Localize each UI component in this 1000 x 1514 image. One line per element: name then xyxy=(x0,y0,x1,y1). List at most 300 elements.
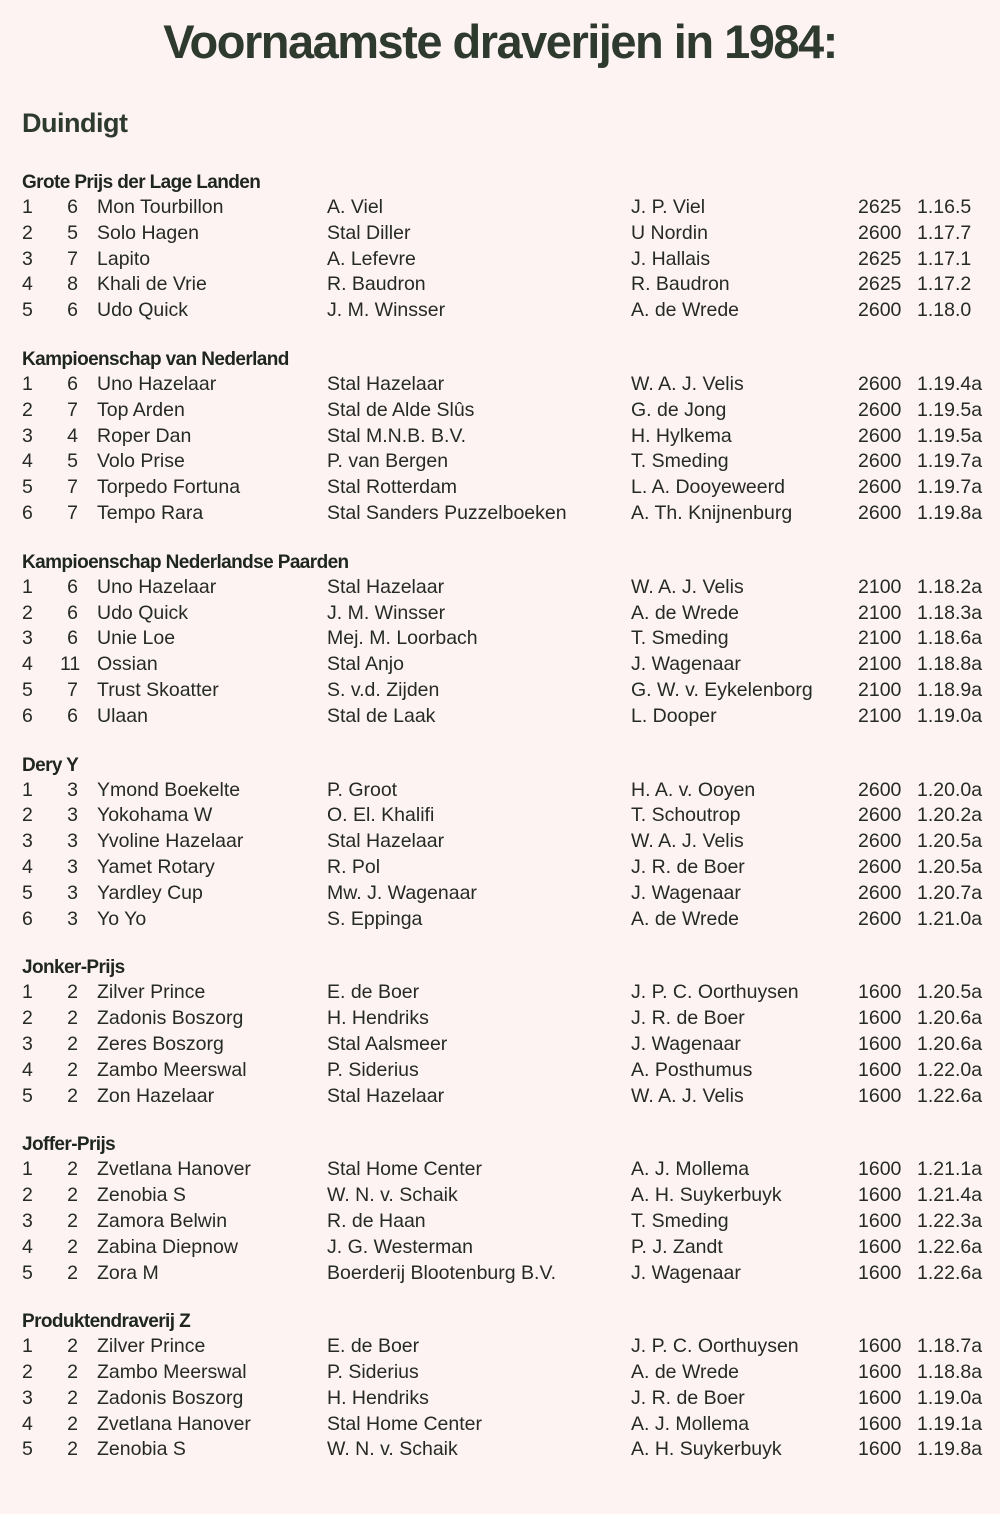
horse-name-cell: Top Arden xyxy=(97,398,185,421)
horse-name-cell: Yvoline Hazelaar xyxy=(97,830,244,853)
horse-name-cell: Zilver Prince xyxy=(97,981,206,1004)
driver-cell: T. Smeding xyxy=(631,1209,729,1232)
time-cell: 1.22.6a xyxy=(917,1261,983,1284)
distance-cell: 2100 xyxy=(858,653,902,676)
result-row xyxy=(0,424,1000,450)
driver-cell: W. A. J. Velis xyxy=(631,830,744,853)
result-row xyxy=(0,1360,1000,1386)
start-number-cell: 2 xyxy=(67,1184,78,1207)
position-cell: 1 xyxy=(22,778,33,801)
result-row xyxy=(0,501,1000,527)
position-cell: 4 xyxy=(22,855,33,878)
venue-heading: Duindigt xyxy=(22,108,128,138)
start-number-cell: 7 xyxy=(67,501,78,524)
driver-cell: J. P. C. Oorthuysen xyxy=(631,981,799,1004)
race-section xyxy=(0,551,1000,730)
start-number-cell: 2 xyxy=(67,1386,78,1409)
driver-cell: W. A. J. Velis xyxy=(631,1084,744,1107)
race-section xyxy=(0,956,1000,1109)
driver-cell: H. A. v. Ooyen xyxy=(631,778,756,801)
result-row xyxy=(0,829,1000,855)
result-row xyxy=(0,1261,1000,1287)
owner-cell: S. Eppinga xyxy=(327,907,423,930)
start-number-cell: 2 xyxy=(67,1158,78,1181)
start-number-cell: 2 xyxy=(67,1209,78,1232)
race-section xyxy=(0,754,1000,933)
owner-cell: Boerderij Blootenburg B.V. xyxy=(327,1261,557,1284)
driver-cell: H. Hylkema xyxy=(631,424,732,447)
result-row xyxy=(0,626,1000,652)
time-cell: 1.20.5a xyxy=(917,830,983,853)
owner-cell: R. de Haan xyxy=(327,1209,426,1232)
owner-cell: J. M. Winsser xyxy=(327,299,446,322)
start-number-cell: 7 xyxy=(67,476,78,499)
position-cell: 2 xyxy=(22,1007,33,1030)
distance-cell: 1600 xyxy=(858,1438,902,1461)
position-cell: 1 xyxy=(22,1335,33,1358)
driver-cell: J. R. de Boer xyxy=(631,855,745,878)
start-number-cell: 3 xyxy=(67,907,78,930)
start-number-cell: 6 xyxy=(67,704,78,727)
race-section xyxy=(0,348,1000,527)
position-cell: 2 xyxy=(22,804,33,827)
position-cell: 2 xyxy=(22,221,33,244)
owner-cell: Stal de Alde Slûs xyxy=(327,398,475,421)
time-cell: 1.17.1 xyxy=(917,247,972,270)
horse-name-cell: Udo Quick xyxy=(97,299,189,322)
owner-cell: H. Hendriks xyxy=(327,1386,429,1409)
result-row xyxy=(0,803,1000,829)
result-row xyxy=(0,1334,1000,1360)
horse-name-cell: Trust Skoatter xyxy=(97,678,219,701)
start-number-cell: 3 xyxy=(67,830,78,853)
result-row xyxy=(0,1032,1000,1058)
time-cell: 1.18.2a xyxy=(917,575,983,598)
owner-cell: E. de Boer xyxy=(327,981,420,1004)
race-heading: Grote Prijs der Lage Landen xyxy=(22,172,261,193)
race-heading: Produktendraverij Z xyxy=(22,1311,191,1333)
owner-cell: Stal Home Center xyxy=(327,1412,482,1435)
position-cell: 5 xyxy=(22,476,33,499)
start-number-cell: 6 xyxy=(67,372,78,395)
start-number-cell: 7 xyxy=(67,398,78,421)
position-cell: 5 xyxy=(22,1261,33,1284)
page-title: Voornaamste draverijen in 1984: xyxy=(163,15,837,68)
start-number-cell: 2 xyxy=(67,981,78,1004)
distance-cell: 1600 xyxy=(858,1032,902,1055)
start-number-cell: 3 xyxy=(67,804,78,827)
driver-cell: T. Smeding xyxy=(631,450,729,473)
distance-cell: 1600 xyxy=(858,1335,902,1358)
race-heading: Kampioenschap van Nederland xyxy=(22,348,289,370)
owner-cell: Stal Hazelaar xyxy=(327,575,445,598)
time-cell: 1.19.0a xyxy=(917,704,983,727)
owner-cell: J. M. Winsser xyxy=(327,601,446,624)
driver-cell: U Nordin xyxy=(631,221,708,244)
owner-cell: Stal Home Center xyxy=(327,1158,482,1181)
owner-cell: Stal Hazelaar xyxy=(327,372,445,395)
horse-name-cell: Zon Hazelaar xyxy=(97,1084,215,1107)
distance-cell: 2100 xyxy=(858,575,902,598)
horse-name-cell: Zadonis Boszorg xyxy=(97,1386,244,1409)
position-cell: 5 xyxy=(22,299,33,322)
distance-cell: 1600 xyxy=(858,1412,902,1435)
owner-cell: P. Groot xyxy=(327,778,398,801)
driver-cell: J. P. C. Oorthuysen xyxy=(631,1335,799,1358)
time-cell: 1.18.8a xyxy=(917,1361,983,1384)
owner-cell: Stal Diller xyxy=(327,221,411,244)
time-cell: 1.19.7a xyxy=(917,450,983,473)
result-row xyxy=(0,272,1000,298)
result-row xyxy=(0,398,1000,424)
owner-cell: P. Siderius xyxy=(327,1058,419,1081)
result-row xyxy=(0,1412,1000,1438)
horse-name-cell: Zabina Diepnow xyxy=(97,1235,238,1258)
start-number-cell: 2 xyxy=(67,1335,78,1358)
owner-cell: Mw. J. Wagenaar xyxy=(327,881,477,904)
driver-cell: A. H. Suykerbuyk xyxy=(631,1184,782,1207)
distance-cell: 1600 xyxy=(858,1361,902,1384)
horse-name-cell: Uno Hazelaar xyxy=(97,372,217,395)
start-number-cell: 2 xyxy=(67,1058,78,1081)
result-row xyxy=(0,247,1000,273)
driver-cell: J. Wagenaar xyxy=(631,653,741,676)
distance-cell: 2600 xyxy=(858,778,902,801)
driver-cell: A. Th. Knijnenburg xyxy=(631,501,793,524)
result-row xyxy=(0,1006,1000,1032)
horse-name-cell: Zadonis Boszorg xyxy=(97,1007,244,1030)
result-row xyxy=(0,1437,1000,1463)
time-cell: 1.19.4a xyxy=(917,372,983,395)
start-number-cell: 6 xyxy=(67,196,78,218)
race-heading: Dery Y xyxy=(22,754,79,776)
horse-name-cell: Ossian xyxy=(97,653,158,676)
owner-cell: O. El. Khalifi xyxy=(327,804,435,827)
position-cell: 2 xyxy=(22,398,33,421)
distance-cell: 2625 xyxy=(858,196,902,218)
distance-cell: 2600 xyxy=(858,881,902,904)
position-cell: 5 xyxy=(22,881,33,904)
horse-name-cell: Zora M xyxy=(97,1261,159,1284)
time-cell: 1.20.6a xyxy=(917,1032,983,1055)
result-row xyxy=(0,1084,1000,1110)
position-cell: 6 xyxy=(22,907,33,930)
driver-cell: J. R. de Boer xyxy=(631,1007,745,1030)
position-cell: 3 xyxy=(22,1386,33,1409)
time-cell: 1.19.8a xyxy=(917,1438,983,1461)
driver-cell: L. A. Dooyeweerd xyxy=(631,476,785,499)
time-cell: 1.19.8a xyxy=(917,501,983,524)
distance-cell: 2600 xyxy=(858,501,902,524)
position-cell: 5 xyxy=(22,678,33,701)
position-cell: 5 xyxy=(22,1084,33,1107)
horse-name-cell: Ulaan xyxy=(97,704,148,727)
horse-name-cell: Yamet Rotary xyxy=(97,855,215,878)
position-cell: 6 xyxy=(22,704,33,727)
position-cell: 1 xyxy=(22,372,33,395)
owner-cell: Stal Hazelaar xyxy=(327,1084,445,1107)
distance-cell: 1600 xyxy=(858,1209,902,1232)
distance-cell: 2600 xyxy=(858,450,902,473)
start-number-cell: 11 xyxy=(60,653,81,676)
result-row xyxy=(0,907,1000,933)
owner-cell: P. Siderius xyxy=(327,1361,419,1384)
horse-name-cell: Lapito xyxy=(97,247,151,270)
position-cell: 4 xyxy=(22,273,33,296)
driver-cell: A. J. Mollema xyxy=(631,1158,750,1181)
time-cell: 1.19.0a xyxy=(917,1386,983,1409)
race-results xyxy=(0,171,1000,1487)
distance-cell: 2600 xyxy=(858,221,902,244)
driver-cell: W. A. J. Velis xyxy=(631,372,744,395)
start-number-cell: 5 xyxy=(67,450,78,473)
race-heading: Joffer-Prijs xyxy=(22,1134,116,1156)
horse-name-cell: Yokohama W xyxy=(97,804,213,827)
distance-cell: 2600 xyxy=(858,476,902,499)
start-number-cell: 6 xyxy=(67,299,78,322)
position-cell: 2 xyxy=(22,1184,33,1207)
position-cell: 3 xyxy=(22,1032,33,1055)
result-row xyxy=(0,1209,1000,1235)
driver-cell: A. de Wrede xyxy=(631,1361,740,1384)
distance-cell: 2600 xyxy=(858,907,902,930)
distance-cell: 1600 xyxy=(858,1386,902,1409)
time-cell: 1.18.9a xyxy=(917,678,983,701)
horse-name-cell: Zenobia S xyxy=(97,1184,186,1207)
result-row xyxy=(0,575,1000,601)
driver-cell: J. Wagenaar xyxy=(631,1032,741,1055)
result-row xyxy=(0,980,1000,1006)
time-cell: 1.20.2a xyxy=(917,804,983,827)
time-cell: 1.19.1a xyxy=(917,1412,983,1435)
position-cell: 4 xyxy=(22,1235,33,1258)
time-cell: 1.20.6a xyxy=(917,1007,983,1030)
time-cell: 1.19.5a xyxy=(917,398,983,421)
position-cell: 1 xyxy=(22,981,33,1004)
driver-cell: P. J. Zandt xyxy=(631,1235,723,1258)
horse-name-cell: Roper Dan xyxy=(97,424,192,447)
driver-cell: A. de Wrede xyxy=(631,299,740,322)
owner-cell: Stal M.N.B. B.V. xyxy=(327,424,467,447)
horse-name-cell: Zenobia S xyxy=(97,1438,186,1461)
distance-cell: 1600 xyxy=(858,1084,902,1107)
horse-name-cell: Tempo Rara xyxy=(97,501,204,524)
start-number-cell: 2 xyxy=(67,1261,78,1284)
time-cell: 1.21.4a xyxy=(917,1184,983,1207)
time-cell: 1.20.5a xyxy=(917,855,983,878)
start-number-cell: 6 xyxy=(67,601,78,624)
position-cell: 5 xyxy=(22,1438,33,1461)
owner-cell: R. Baudron xyxy=(327,273,426,296)
position-cell: 4 xyxy=(22,450,33,473)
position-cell: 6 xyxy=(22,501,33,524)
time-cell: 1.18.8a xyxy=(917,653,983,676)
race-heading: Jonker-Prijs xyxy=(22,957,125,979)
result-row xyxy=(0,372,1000,398)
horse-name-cell: Torpedo Fortuna xyxy=(97,476,241,499)
distance-cell: 2600 xyxy=(858,804,902,827)
distance-cell: 2100 xyxy=(858,627,902,650)
race-section xyxy=(0,1133,1000,1286)
distance-cell: 1600 xyxy=(858,981,902,1004)
result-row xyxy=(0,778,1000,804)
start-number-cell: 2 xyxy=(67,1412,78,1435)
driver-cell: R. Baudron xyxy=(631,273,730,296)
owner-cell: P. van Bergen xyxy=(327,450,449,473)
owner-cell: Stal Anjo xyxy=(327,653,404,676)
owner-cell: A. Viel xyxy=(327,196,384,218)
position-cell: 3 xyxy=(22,627,33,650)
horse-name-cell: Yardley Cup xyxy=(97,881,203,904)
owner-cell: Stal Sanders Puzzelboeken xyxy=(327,501,567,524)
start-number-cell: 2 xyxy=(67,1084,78,1107)
result-row xyxy=(0,601,1000,627)
position-cell: 3 xyxy=(22,1209,33,1232)
time-cell: 1.18.7a xyxy=(917,1335,983,1358)
horse-name-cell: Ymond Boekelte xyxy=(97,778,241,801)
race-section xyxy=(0,171,1000,324)
time-cell: 1.18.0 xyxy=(917,299,972,322)
race-section xyxy=(0,1310,1000,1463)
time-cell: 1.21.1a xyxy=(917,1158,983,1181)
horse-name-cell: Mon Tourbillon xyxy=(97,196,224,218)
owner-cell: J. G. Westerman xyxy=(327,1235,473,1258)
time-cell: 1.18.3a xyxy=(917,601,983,624)
driver-cell: G. W. v. Eykelenborg xyxy=(631,678,813,701)
result-row xyxy=(0,221,1000,247)
driver-cell: J. R. de Boer xyxy=(631,1386,745,1409)
result-row xyxy=(0,704,1000,730)
driver-cell: A. de Wrede xyxy=(631,907,740,930)
start-number-cell: 5 xyxy=(67,221,78,244)
distance-cell: 1600 xyxy=(858,1184,902,1207)
driver-cell: A. de Wrede xyxy=(631,601,740,624)
horse-name-cell: Unie Loe xyxy=(97,627,176,650)
position-cell: 1 xyxy=(22,1158,33,1181)
result-row xyxy=(0,881,1000,907)
driver-cell: A. J. Mollema xyxy=(631,1412,750,1435)
start-number-cell: 2 xyxy=(67,1235,78,1258)
driver-cell: J. Wagenaar xyxy=(631,881,741,904)
distance-cell: 1600 xyxy=(858,1058,902,1081)
distance-cell: 2100 xyxy=(858,678,902,701)
owner-cell: E. de Boer xyxy=(327,1335,420,1358)
position-cell: 3 xyxy=(22,424,33,447)
result-row xyxy=(0,1386,1000,1412)
result-row xyxy=(0,1183,1000,1209)
owner-cell: Mej. M. Loorbach xyxy=(327,627,478,650)
distance-cell: 2600 xyxy=(858,372,902,395)
time-cell: 1.22.6a xyxy=(917,1084,983,1107)
horse-name-cell: Solo Hagen xyxy=(97,221,199,244)
result-row xyxy=(0,1058,1000,1084)
distance-cell: 2625 xyxy=(858,247,902,270)
start-number-cell: 8 xyxy=(67,273,78,296)
horse-name-cell: Zvetlana Hanover xyxy=(97,1412,251,1435)
owner-cell: H. Hendriks xyxy=(327,1007,429,1030)
horse-name-cell: Zeres Boszorg xyxy=(97,1032,224,1055)
result-row xyxy=(0,1235,1000,1261)
position-cell: 3 xyxy=(22,247,33,270)
result-row xyxy=(0,678,1000,704)
start-number-cell: 7 xyxy=(67,247,78,270)
result-row xyxy=(0,652,1000,678)
time-cell: 1.17.7 xyxy=(917,221,972,244)
distance-cell: 1600 xyxy=(858,1261,902,1284)
time-cell: 1.22.3a xyxy=(917,1209,983,1232)
distance-cell: 2100 xyxy=(858,601,902,624)
time-cell: 1.21.0a xyxy=(917,907,983,930)
result-row xyxy=(0,298,1000,324)
driver-cell: A. H. Suykerbuyk xyxy=(631,1438,782,1461)
position-cell: 4 xyxy=(22,1058,33,1081)
position-cell: 2 xyxy=(22,601,33,624)
distance-cell: 2600 xyxy=(858,299,902,322)
horse-name-cell: Zvetlana Hanover xyxy=(97,1158,251,1181)
time-cell: 1.20.0a xyxy=(917,778,983,801)
distance-cell: 2600 xyxy=(858,398,902,421)
distance-cell: 2600 xyxy=(858,855,902,878)
owner-cell: Stal de Laak xyxy=(327,704,436,727)
owner-cell: R. Pol xyxy=(327,855,381,878)
horse-name-cell: Yo Yo xyxy=(97,907,147,930)
time-cell: 1.20.5a xyxy=(917,981,983,1004)
horse-name-cell: Zilver Prince xyxy=(97,1335,206,1358)
start-number-cell: 3 xyxy=(67,778,78,801)
distance-cell: 2600 xyxy=(858,830,902,853)
race-heading: Kampioenschap Nederlandse Paarden xyxy=(22,551,349,573)
owner-cell: S. v.d. Zijden xyxy=(327,678,440,701)
driver-cell: J. P. Viel xyxy=(631,196,706,218)
result-row xyxy=(0,449,1000,475)
driver-cell: J. Wagenaar xyxy=(631,1261,741,1284)
time-cell: 1.22.0a xyxy=(917,1058,983,1081)
time-cell: 1.19.7a xyxy=(917,476,983,499)
horse-name-cell: Zamora Belwin xyxy=(97,1209,228,1232)
start-number-cell: 7 xyxy=(67,678,78,701)
distance-cell: 1600 xyxy=(858,1235,902,1258)
time-cell: 1.18.6a xyxy=(917,627,983,650)
distance-cell: 2600 xyxy=(858,424,902,447)
start-number-cell: 6 xyxy=(67,575,78,598)
position-cell: 1 xyxy=(22,196,33,218)
horse-name-cell: Uno Hazelaar xyxy=(97,575,217,598)
time-cell: 1.17.2 xyxy=(917,273,972,296)
horse-name-cell: Khali de Vrie xyxy=(97,273,207,296)
position-cell: 4 xyxy=(22,1412,33,1435)
driver-cell: T. Schoutrop xyxy=(631,804,741,827)
time-cell: 1.16.5 xyxy=(917,196,972,218)
owner-cell: A. Lefevre xyxy=(327,247,416,270)
driver-cell: L. Dooper xyxy=(631,704,717,727)
position-cell: 2 xyxy=(22,1361,33,1384)
time-cell: 1.20.7a xyxy=(917,881,983,904)
driver-cell: J. Hallais xyxy=(631,247,711,270)
start-number-cell: 3 xyxy=(67,881,78,904)
start-number-cell: 2 xyxy=(67,1007,78,1030)
position-cell: 3 xyxy=(22,830,33,853)
owner-cell: Stal Rotterdam xyxy=(327,476,458,499)
driver-cell: W. A. J. Velis xyxy=(631,575,744,598)
horse-name-cell: Volo Prise xyxy=(97,450,185,473)
owner-cell: Stal Aalsmeer xyxy=(327,1032,448,1055)
distance-cell: 2625 xyxy=(858,273,902,296)
start-number-cell: 3 xyxy=(67,855,78,878)
owner-cell: Stal Hazelaar xyxy=(327,830,445,853)
distance-cell: 2100 xyxy=(858,704,902,727)
horse-name-cell: Udo Quick xyxy=(97,601,189,624)
time-cell: 1.19.5a xyxy=(917,424,983,447)
